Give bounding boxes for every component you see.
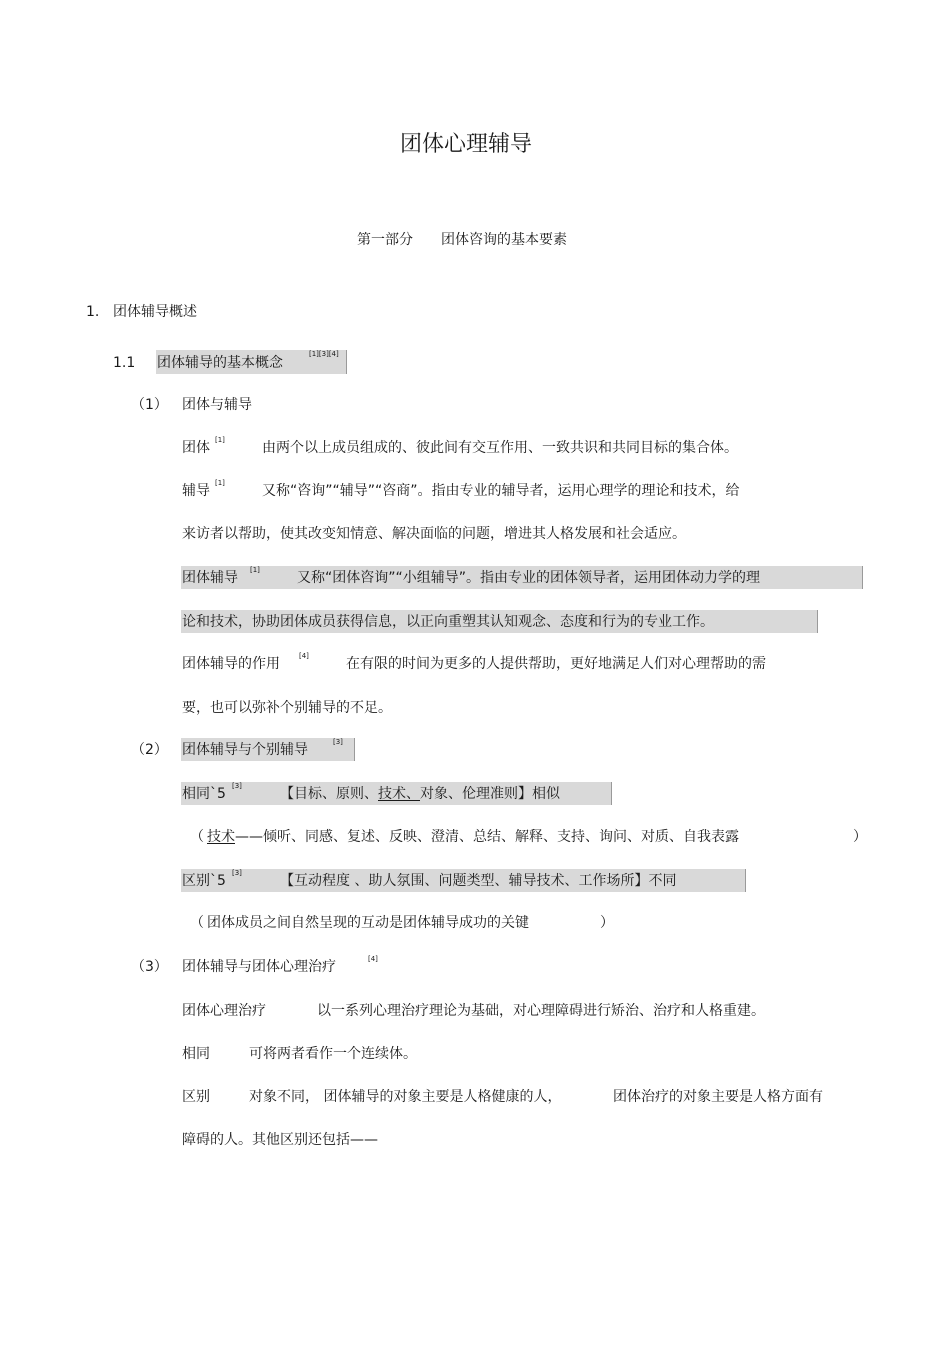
definition-text: 又称“咨询”“辅导”“咨商”。指由专业的辅导者，运用心理学的理论和技术，给 xyxy=(262,483,740,499)
subsection-title: 团体辅导的基本概念 xyxy=(157,355,283,371)
open-paren: （ xyxy=(190,829,204,845)
term-label: 区别 xyxy=(182,1089,210,1105)
item-title: 团体辅导与团体心理治疗 xyxy=(182,959,336,975)
comparison-text: 【互动程度 、助人氛围、问题类型、辅导技术、工作场所】不同 xyxy=(280,873,677,889)
definition-text: 要，也可以弥补个别辅导的不足。 xyxy=(182,700,392,716)
definition-text: 由两个以上成员组成的、彼此间有交互作用、一致共识和共同目标的集合体。 xyxy=(262,440,738,456)
term-label: 团体心理治疗 xyxy=(182,1003,266,1019)
definition-text: 论和技术，协助团体成员获得信息，以正向重塑其认知观念、态度和行为的专业工作。 xyxy=(182,614,714,630)
technique-list: 技术——倾听、同感、复述、反映、澄清、总结、解释、支持、询问、对质、自我表露 xyxy=(207,829,739,845)
underlined-term: 技术 xyxy=(207,829,235,845)
definition-text: 团体治疗的对象主要是人格方面有 xyxy=(613,1089,823,1105)
term-label: 团体辅导 xyxy=(182,570,238,586)
reference-marker: [3] xyxy=(333,738,343,746)
term-label: 区别`5 xyxy=(182,873,226,889)
note-text: 团体成员之间自然呈现的互动是团体辅导成功的关键 xyxy=(207,915,529,931)
subsection-number: 1.1 xyxy=(113,355,136,371)
term-label: 相同`5 xyxy=(182,786,226,802)
definition-text: 来访者以帮助，使其改变知情意、解决面临的问题，增进其人格发展和社会适应。 xyxy=(182,526,686,542)
definition-text: 以一系列心理治疗理论为基础，对心理障碍进行矫治、治疗和人格重建。 xyxy=(317,1003,765,1019)
reference-marker: [4] xyxy=(299,652,309,660)
definition-text: 又称“团体咨询”“小组辅导”。指由专业的团体领导者，运用团体动力学的理 xyxy=(297,570,761,586)
term-label: 团体 xyxy=(182,440,210,456)
reference-marker: [4] xyxy=(368,955,378,963)
underlined-term: 技术、 xyxy=(378,786,420,802)
part-title: 团体咨询的基本要素 xyxy=(441,232,567,248)
reference-marker: [1] xyxy=(215,479,225,487)
item-number: （2） xyxy=(131,742,168,758)
comparison-text: 【目标、原则、技术、对象、伦理准则】相似 xyxy=(280,786,560,802)
reference-marker: [1] xyxy=(215,436,225,444)
close-paren: ） xyxy=(600,915,614,931)
definition-text: 障碍的人。其他区别还包括—— xyxy=(182,1132,378,1148)
page-title: 团体心理辅导 xyxy=(400,132,533,157)
open-paren: （ xyxy=(190,915,204,931)
term-label: 团体辅导的作用 xyxy=(182,656,280,672)
definition-text: 可将两者看作一个连续体。 xyxy=(249,1046,417,1062)
part-label: 第一部分 xyxy=(357,232,413,248)
definition-text: 对象不同， 团体辅导的对象主要是人格健康的人， xyxy=(249,1089,562,1105)
item-title: 团体辅导与个别辅导 xyxy=(182,742,308,758)
term-label: 相同 xyxy=(182,1046,210,1062)
definition-text: 在有限的时间为更多的人提供帮助，更好地满足人们对心理帮助的需 xyxy=(346,656,766,672)
reference-marker: [3] xyxy=(232,869,242,877)
item-number: （3） xyxy=(131,959,168,975)
close-paren: ） xyxy=(853,829,867,845)
reference-marker: [3] xyxy=(232,782,242,790)
section-title: 团体辅导概述 xyxy=(113,304,197,320)
item-title: 团体与辅导 xyxy=(182,397,252,413)
term-label: 辅导 xyxy=(182,483,210,499)
reference-marker: [1] xyxy=(250,566,260,574)
item-number: （1） xyxy=(131,397,168,413)
reference-marker: [1][3][4] xyxy=(309,350,339,358)
section-number: 1. xyxy=(86,304,100,320)
